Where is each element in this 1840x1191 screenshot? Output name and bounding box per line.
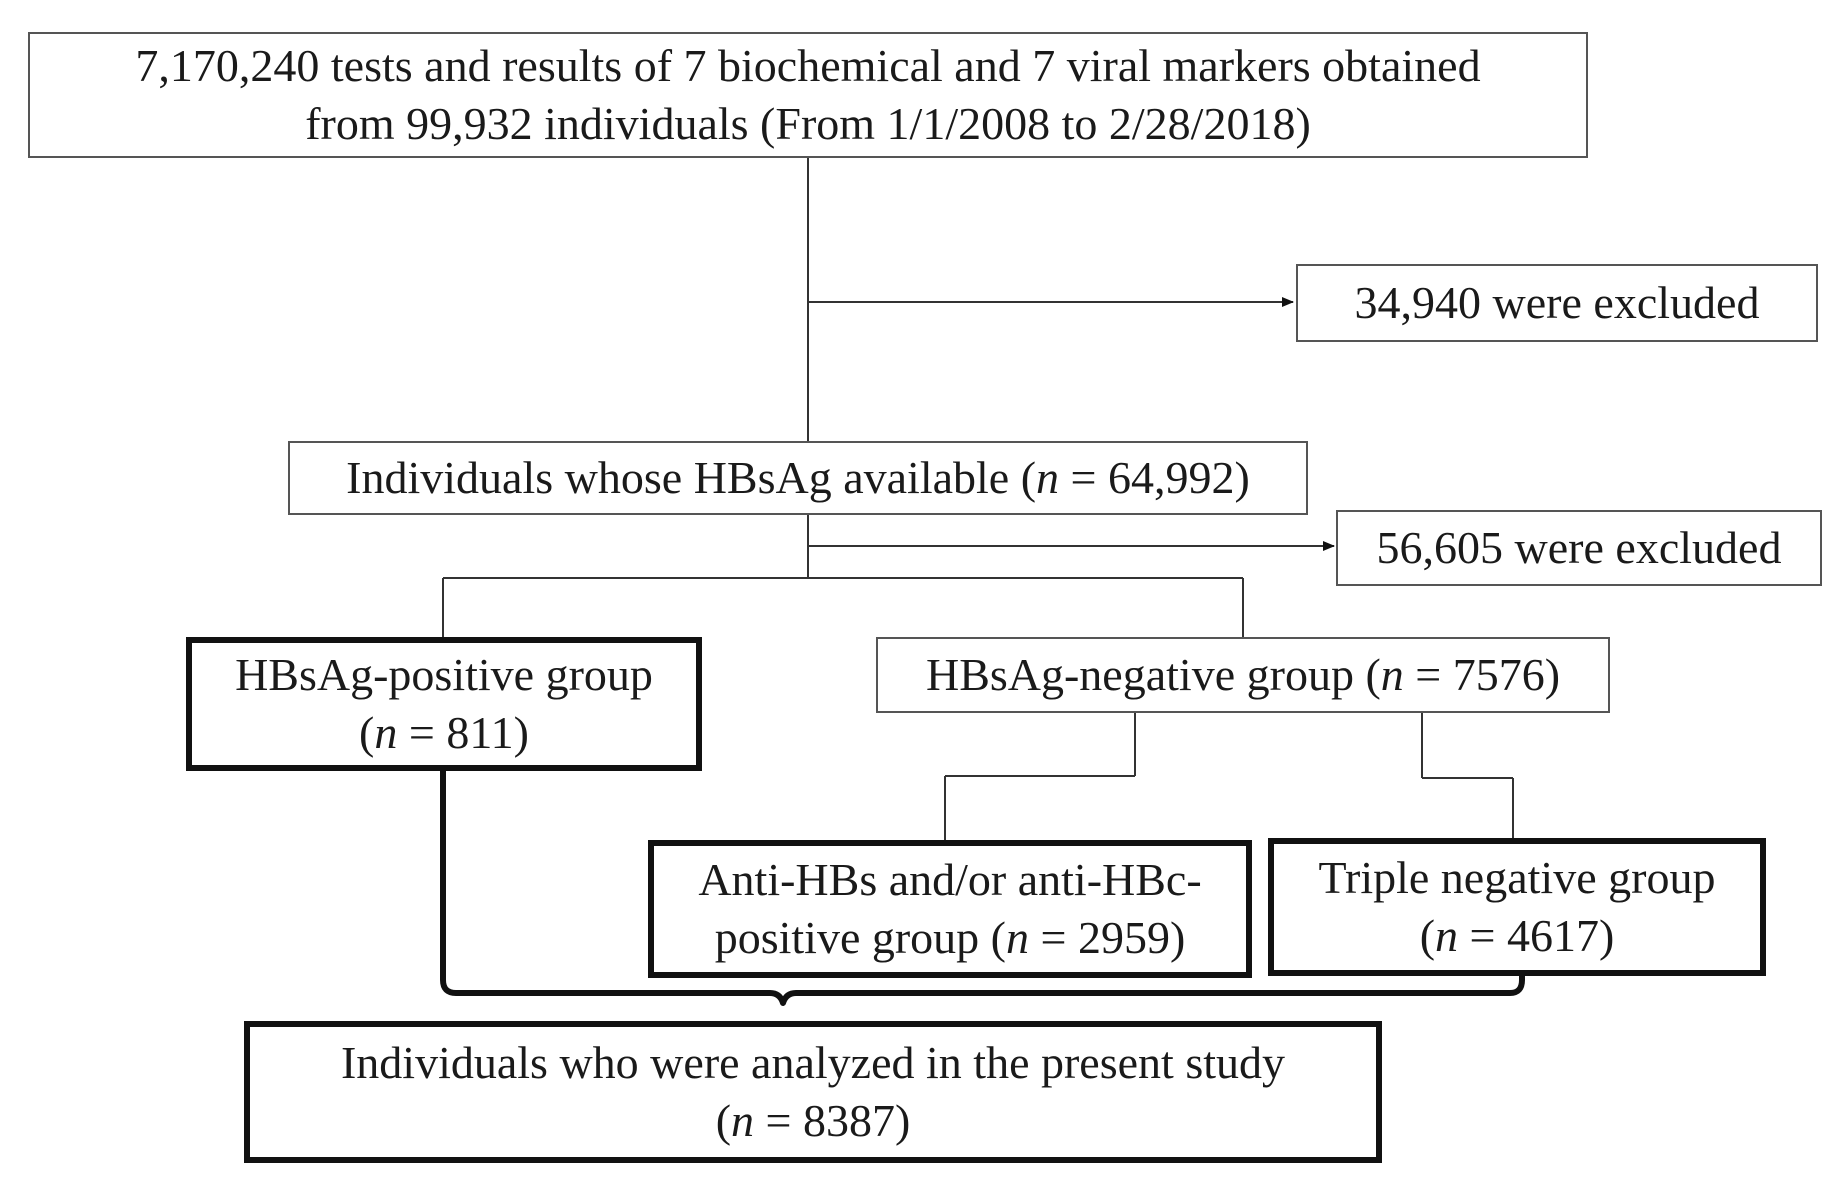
n-symbol: n [731, 1095, 755, 1146]
hbsag-positive-box: HBsAg-positive group (n = 811) [186, 637, 702, 771]
anti-hb-positive-box: Anti-HBs and/or anti-HBc- positive group (n = 2959) [648, 840, 1252, 978]
hbsag-negative-box: HBsAg-negative group (n = 7576) [876, 637, 1610, 713]
source-data-line-1: 7,170,240 tests and results of 7 biochemical and 7 viral markers obtained [135, 40, 1481, 91]
excluded-1-text: 34,940 were excluded [1354, 277, 1760, 328]
source-data-line-2: from 99,932 individuals (From 1/1/2008 to 2/28/2018) [305, 98, 1311, 149]
n-symbol: n [1006, 912, 1029, 963]
n-symbol: n [1380, 649, 1404, 700]
triple-negative-box: Triple negative group (n = 4617) [1268, 838, 1766, 976]
source-data-box [28, 32, 1588, 158]
n-symbol: n [1036, 452, 1060, 503]
excluded-box-2 [1336, 510, 1822, 586]
n-symbol: n [1435, 910, 1459, 961]
excluded-box-1 [1296, 264, 1818, 342]
n-symbol: n [374, 707, 398, 758]
hbsag-available-box: Individuals whose HBsAg available (n = 64,992) [288, 441, 1308, 515]
analyzed-box: Individuals who were analyzed in the present study (n = 8387) [244, 1021, 1382, 1163]
excluded-2-text: 56,605 were excluded [1376, 522, 1782, 573]
